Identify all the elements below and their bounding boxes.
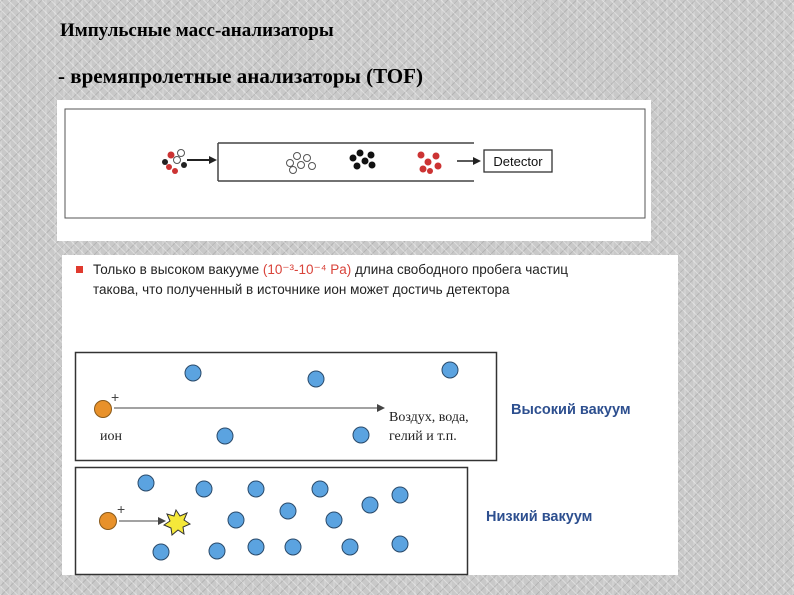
gas-label-line1: Воздух, вода,	[389, 410, 469, 425]
gas-molecule	[308, 371, 324, 387]
note-text-after: длина свободного пробега частиц	[351, 262, 569, 277]
gas-molecule	[326, 512, 342, 528]
vacuum-note-line2: такова, что полученный в источнике ион может достичь детектора	[93, 282, 510, 297]
ion-charge-sign: +	[117, 501, 126, 517]
detector-label: Detector	[493, 154, 543, 169]
gas-molecule	[217, 428, 233, 444]
gas-molecule	[442, 362, 458, 378]
gas-molecule	[185, 365, 201, 381]
gas-molecule	[209, 543, 225, 559]
gas-molecule	[280, 503, 296, 519]
gas-label	[389, 408, 469, 446]
gas-molecule	[248, 539, 264, 555]
note-text-before: Только в высоком вакууме	[93, 262, 263, 277]
gas-molecule	[312, 481, 328, 497]
gas-molecule	[392, 536, 408, 552]
slide-title: Импульсные масс-анализаторы	[60, 20, 334, 41]
note-pressure: (10⁻³-10⁻⁴ Pa)	[262, 262, 352, 277]
gas-label-line2: гелий и т.п.	[389, 429, 457, 444]
ion-charge-sign: +	[111, 389, 120, 405]
gas-molecule	[228, 512, 244, 528]
gas-molecule	[362, 497, 378, 513]
slide-subtitle: - времяпролетные анализаторы (TOF)	[58, 64, 423, 88]
gas-molecule	[138, 475, 154, 491]
ion-label: ион	[100, 429, 122, 444]
gas-molecule	[353, 427, 369, 443]
gas-molecule	[248, 481, 264, 497]
ion-particle	[100, 513, 117, 530]
gas-molecule	[285, 539, 301, 555]
gas-molecule	[342, 539, 358, 555]
high-vacuum-label: Высокий вакуум	[511, 402, 631, 418]
gas-molecule	[153, 544, 169, 560]
gas-molecule	[392, 487, 408, 503]
low-vacuum-label: Низкий вакуум	[486, 509, 593, 525]
ion-particle	[95, 401, 112, 418]
gas-molecule	[196, 481, 212, 497]
